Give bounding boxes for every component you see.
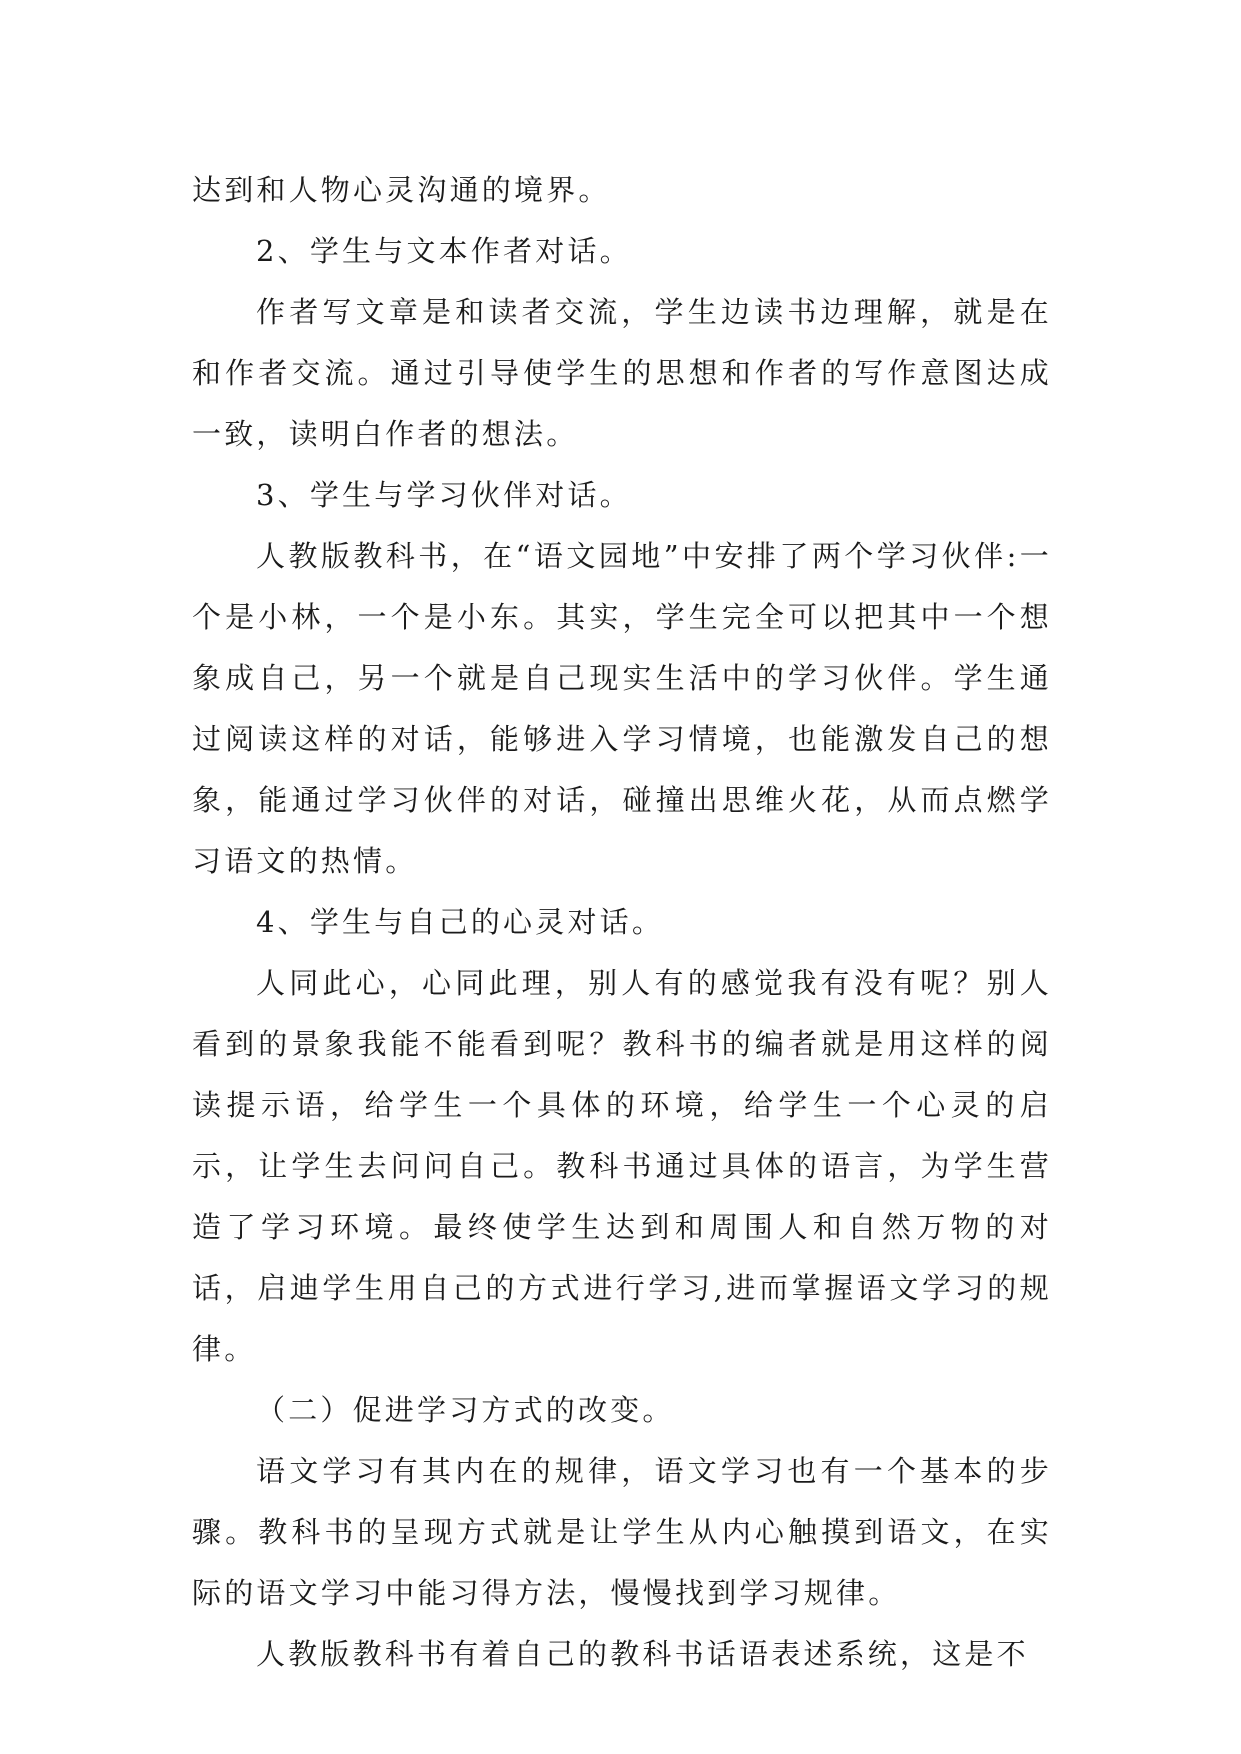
subheading-3: 3、学生与学习伙伴对话。 <box>256 478 632 512</box>
paragraph-author-dialogue: 作者写文章是和读者交流，学生边读书边理解，就是在和作者交流。通过引导使学生的思想和作者的写作意图达成一致，读明白作者的想法。 <box>192 295 1052 451</box>
paragraph-learning-method: 语文学习有其内在的规律，语文学习也有一个基本的步骤。教科书的呈现方式就是让学生从内心触摸到语文，在实际的语文学习中能习得方法，慢慢找到学习规律。 <box>192 1454 1052 1610</box>
paragraph-learning-partner: 人教版教科书，在“语文园地”中安排了两个学习伙伴:一个是小林，一个是小东。其实，学生完全可以把其中一个想象成自己，另一个就是自己现实生活中的学习伙伴。学生通过阅读这样的对话，能够进入学习情境，也能激发自己的想象，能通过学习伙伴的对话，碰撞出思维火花，从而点燃学习语文的热情。 <box>192 539 1052 878</box>
subheading-2: 2、学生与文本作者对话。 <box>256 234 632 268</box>
paragraph-continuation: 达到和人物心灵沟通的境界。 <box>192 173 611 207</box>
paragraph-self-dialogue: 人同此心，心同此理，别人有的感觉我有没有呢？别人看到的景象我能不能看到呢？教科书的编者就是用这样的阅读提示语，给学生一个具体的环境，给学生一个心灵的启示，让学生去问问自己。教科书通过具体的语言，为学生营造了学习环境。最终使学生达到和周围人和自然万物的对话，启迪学生用自己的方式进行学习,进而掌握语文学习的规律。 <box>192 966 1052 1366</box>
document-body <box>192 160 1052 1685</box>
section-heading-2: （二）促进学习方式的改变。 <box>256 1393 675 1427</box>
subheading-4: 4、学生与自己的心灵对话。 <box>256 905 665 939</box>
paragraph-discourse-system: 人教版教科书有着自己的教科书话语表述系统，这是不 <box>256 1637 1029 1671</box>
